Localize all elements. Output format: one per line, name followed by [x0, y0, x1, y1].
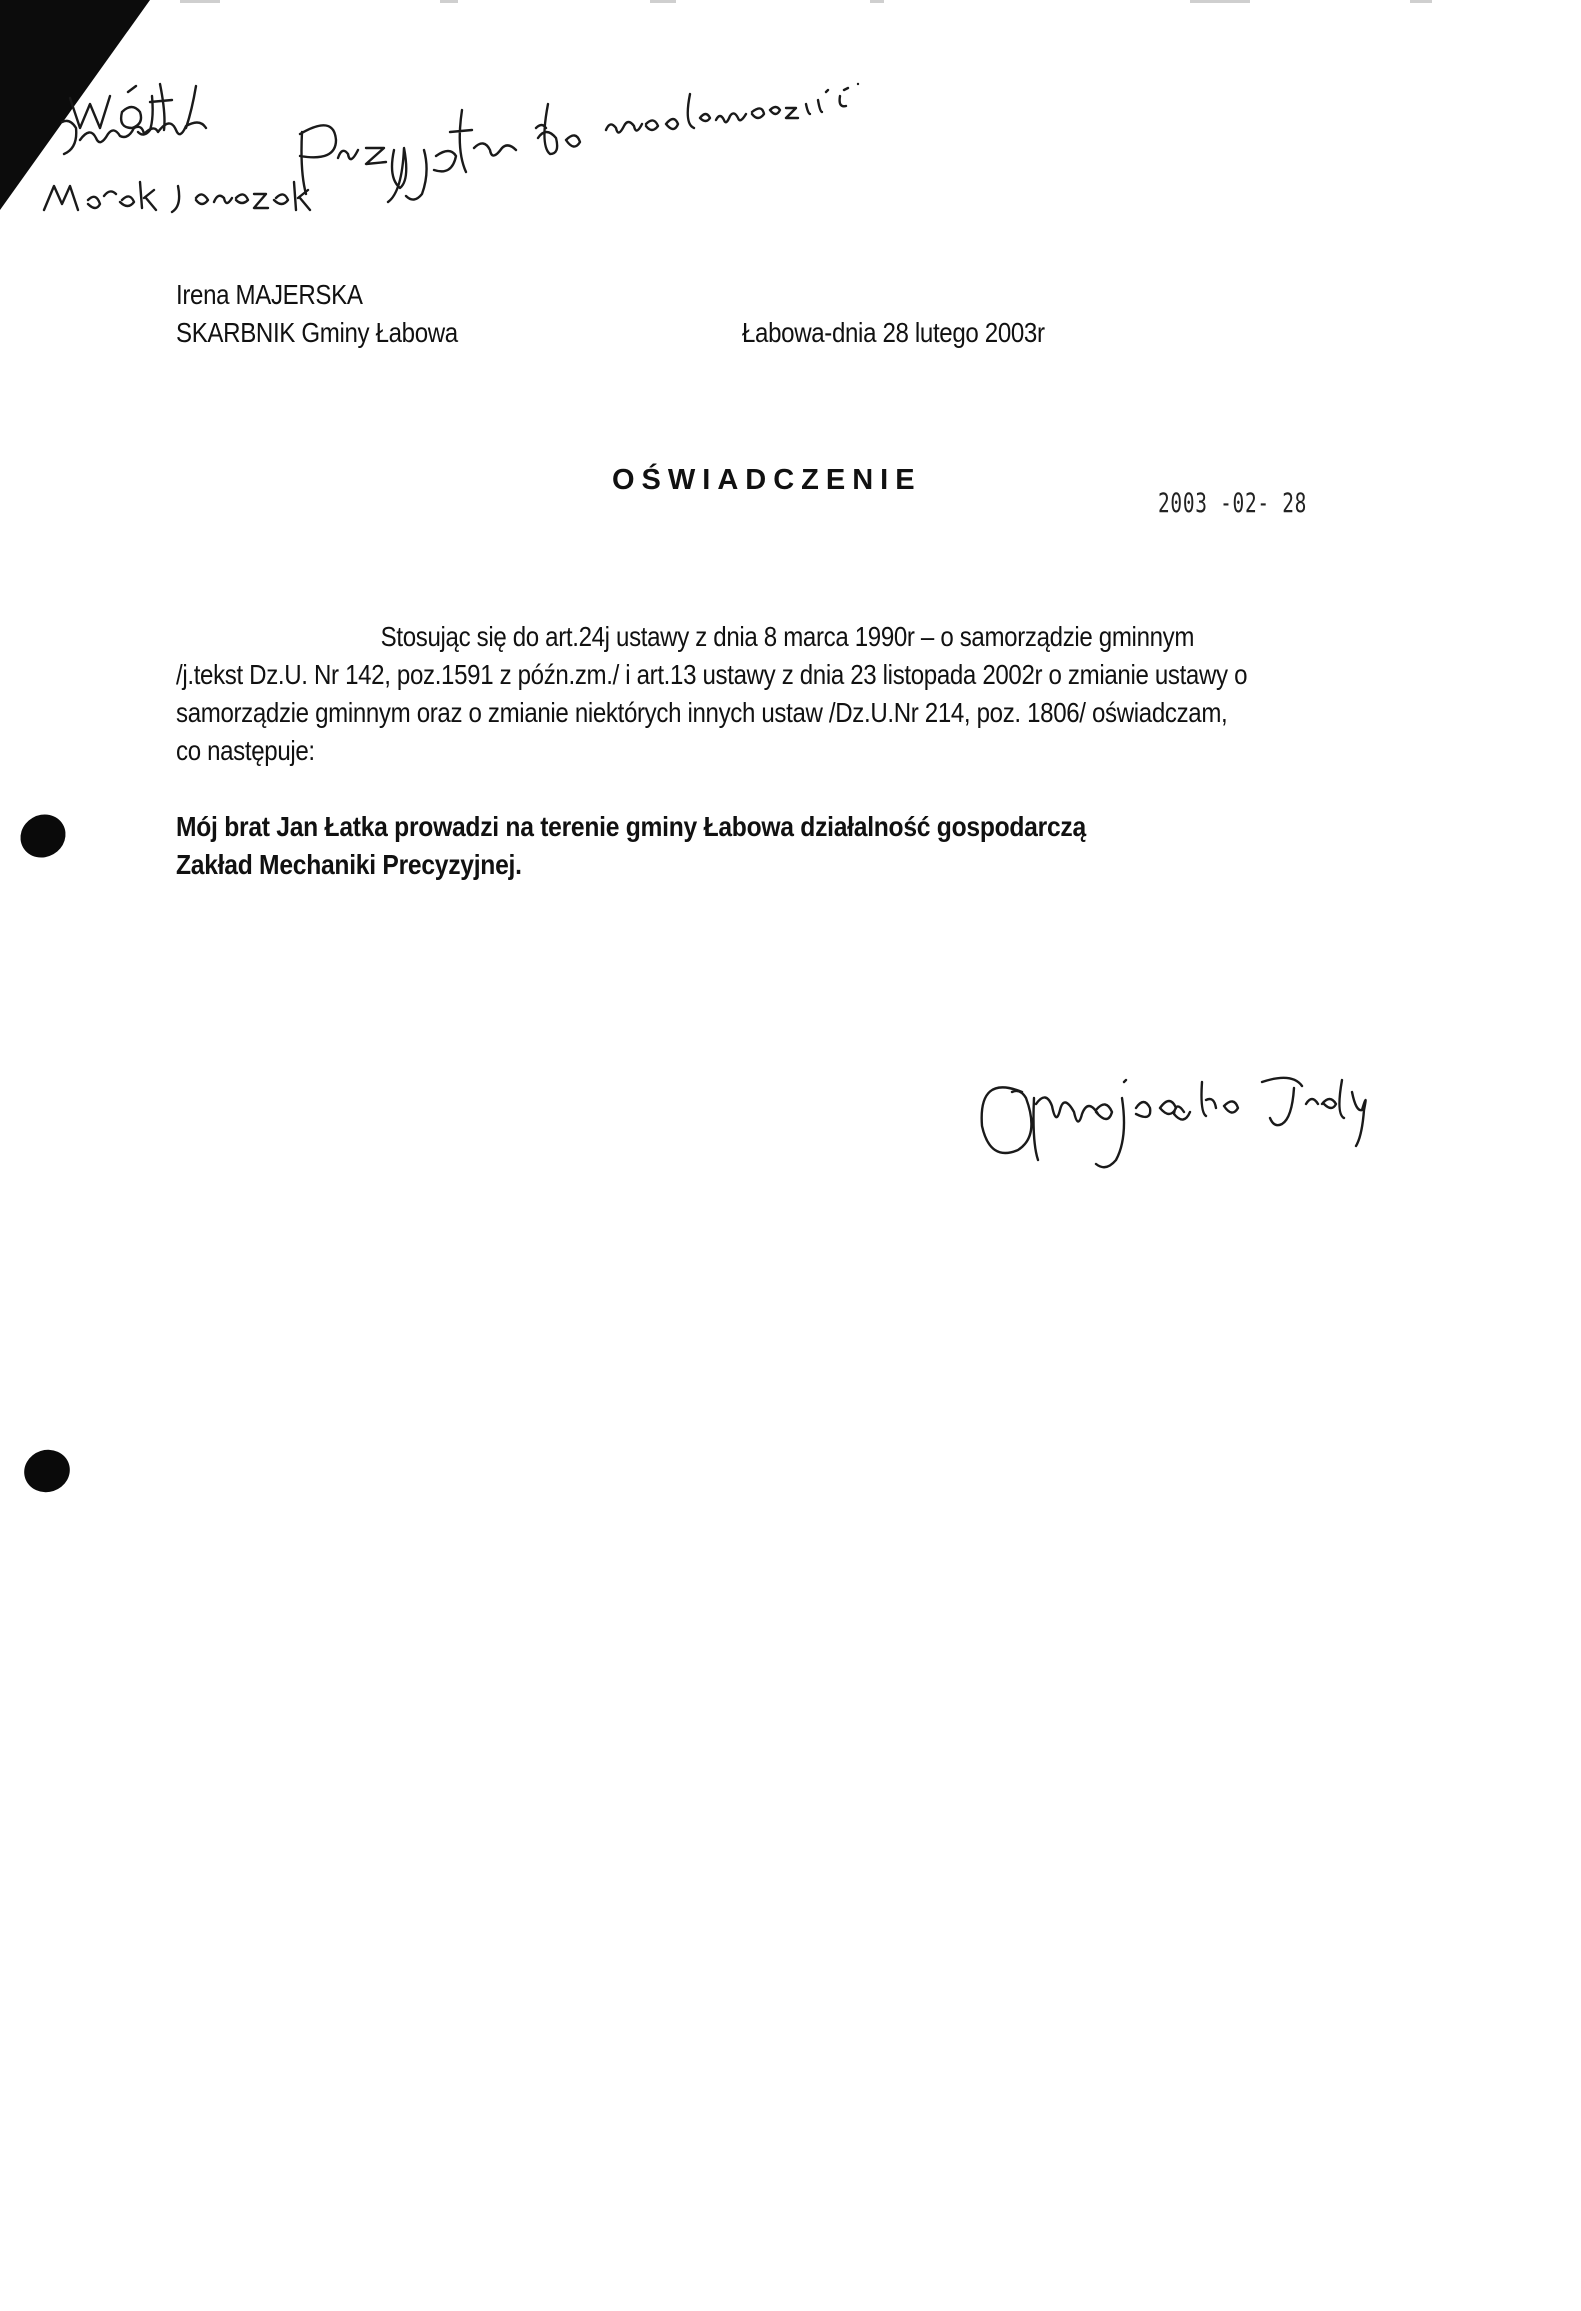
place-and-date: Łabowa-dnia 28 lutego 2003r: [742, 317, 1045, 348]
body-line-4: co następuje:: [176, 735, 315, 766]
declaration-body: [176, 618, 1311, 770]
punch-hole-upper: [13, 806, 74, 865]
majerska-irena-signature: [982, 1078, 1366, 1167]
sender-name: Irena MAJERSKA: [176, 279, 363, 310]
received-date-stamp: 2003 -02- 28: [1158, 488, 1308, 519]
sender-block: [176, 276, 458, 352]
scan-top-edge-marks: [180, 0, 1580, 6]
scan-corner-shadow: [0, 0, 150, 210]
body-line-1: Stosując się do art.24j ustawy z dnia 8 marca 1990r – o samorządzie gminnym: [380, 621, 1195, 652]
statement-line-1: Mój brat Jan Łatka prowadzi na terenie gminy Łabowa działalność gospodarczą: [176, 811, 1086, 842]
sender-role: SKARBNIK Gminy Łabowa: [176, 317, 458, 348]
przyjalem-do-wiadomosci-note: [300, 84, 858, 202]
punch-hole-lower: [19, 1444, 76, 1498]
wojt-approval-stamp: [44, 84, 858, 212]
body-line-2: /j.tekst Dz.U. Nr 142, poz.1591 z późn.zm./ i art.13 ustawy z dnia 23 listopada 2002r o zmianie ustawy o: [176, 659, 1248, 690]
statement-line-2: Zakład Mechaniki Precyzyjnej.: [176, 849, 522, 880]
statement-block: [176, 808, 1086, 884]
document-title: OŚWIADCZENIE: [612, 464, 922, 496]
body-line-3: samorządzie gminnym oraz o zmianie niektórych innych ustaw /Dz.U.Nr 214, poz. 1806/ oświadczam,: [176, 697, 1228, 728]
